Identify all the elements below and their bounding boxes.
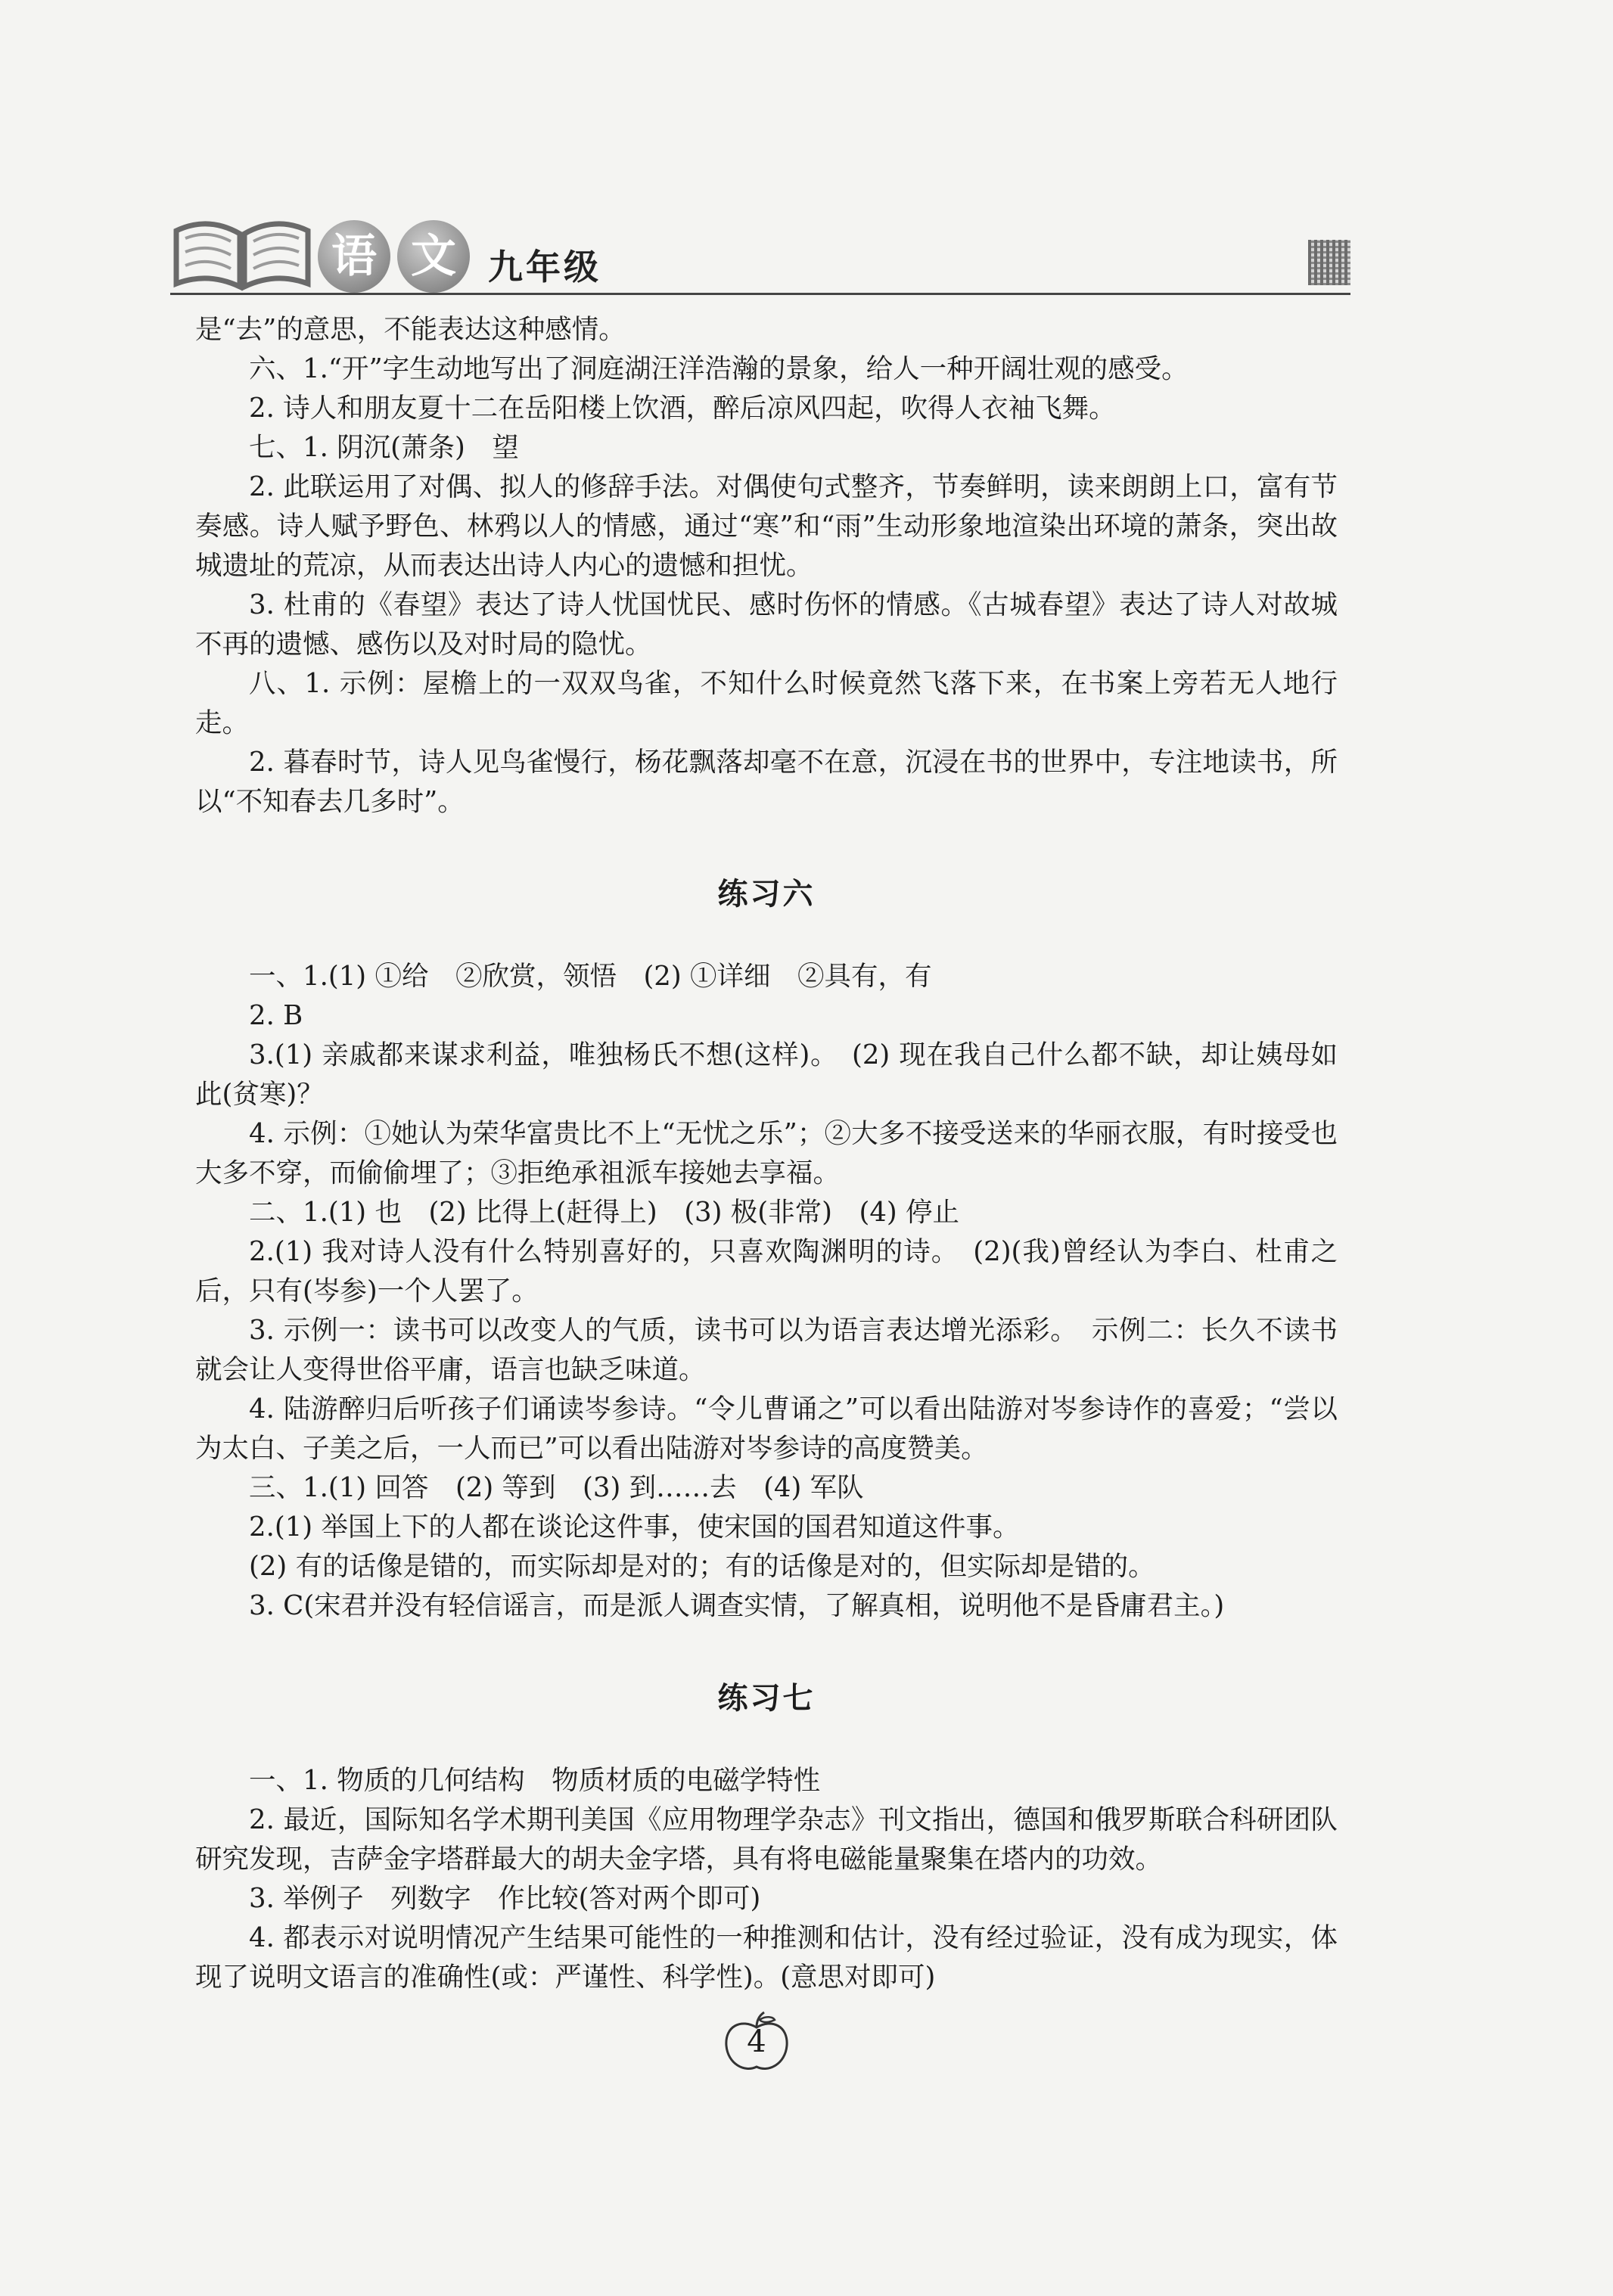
answer-paragraph: 3.(1) 亲戚都来谋求利益，唯独杨氏不想(这样)。 (2) 现在我自己什么都不缺，却让姨母如此(贫寒)？ [195, 1039, 1338, 1110]
corner-pattern-icon [1308, 240, 1350, 285]
grade-label: 九年级 [488, 247, 601, 287]
answer-paragraph: 二、1.(1) 也 (2) 比得上(赶得上) (3) 极(非常) (4) 停止 [249, 1197, 960, 1228]
section-title-7: 练习七 [717, 1681, 816, 1716]
page-number-text: 4 [747, 2024, 766, 2059]
answer-paragraph: 3. C(宋君并没有轻信谣言，而是派人调查实情，了解真相，说明他不是昏庸君主。) [249, 1590, 1225, 1621]
header-divider [170, 293, 1350, 295]
answer-content [195, 310, 1338, 1997]
answer-paragraph: 3. 示例一：读书可以改变人的气质，读书可以为语言表达增光添彩。 示例二：长久不读书就会让人变得世俗平庸，语言也缺乏味道。 [195, 1315, 1338, 1385]
answer-paragraph: 4. 陆游醉归后听孩子们诵读岑参诗。“令儿曹诵之”可以看出陆游对岑参诗作的喜爱；“尝以为太白、子美之后，一人而已”可以看出陆游对岑参诗的高度赞美。 [195, 1393, 1338, 1464]
answer-paragraph: 2. 最近，国际知名学术期刊美国《应用物理学杂志》刊文指出，德国和俄罗斯联合科研团队研究发现，吉萨金字塔群最大的胡夫金字塔，具有将电磁能量聚集在塔内的功效。 [195, 1804, 1338, 1875]
answer-paragraph: 三、1.(1) 回答 (2) 等到 (3) 到……去 (4) 军队 [249, 1472, 864, 1503]
answer-paragraph: 4. 都表示对说明情况产生结果可能性的一种推测和估计，没有经过验证，没有成为现实，体现了说明文语言的准确性(或：严谨性、科学性)。(意思对即可) [195, 1922, 1338, 1993]
page-header [170, 193, 1350, 306]
page-number [719, 2011, 794, 2074]
section-7-answers [195, 1761, 1338, 1997]
answer-paragraph: 2. 此联运用了对偶、拟人的修辞手法。对偶使句式整齐，节奏鲜明，读来朗朗上口，富有节奏感。诗人赋予野色、林鸦以人的情感，通过“寒”和“雨”生动形象地渲染出环境的萧条，突出故城遗址的荒凉，从而表达出诗人内心的遗憾和担忧。 [195, 471, 1338, 581]
section-title-6: 练习六 [717, 877, 816, 912]
section-6-answers [195, 957, 1338, 1626]
answer-paragraph: (2) 有的话像是错的，而实际却是对的；有的话像是对的，但实际却是错的。 [249, 1551, 1155, 1582]
answer-paragraph: 4. 示例：①她认为荣华富贵比不上“无忧之乐”；②大多不接受送来的华丽衣服，有时接受也大多不穿，而偷偷埋了；③拒绝承祖派车接她去享福。 [195, 1118, 1338, 1188]
answer-paragraph: 七、1. 阴沉(萧条) 望 [249, 432, 519, 463]
subject-char-2: 文 [397, 220, 470, 293]
answer-paragraph: 2. 诗人和朋友夏十二在岳阳楼上饮酒，醉后凉风四起，吹得人衣袖飞舞。 [249, 393, 1116, 424]
answer-paragraph: 八、1. 示例：屋檐上的一双双鸟雀，不知什么时候竟然飞落下来，在书案上旁若无人地行走。 [195, 668, 1338, 738]
answer-paragraph: 2. B [249, 1000, 303, 1031]
answer-paragraph: 是“去”的意思，不能表达这种感情。 [195, 314, 626, 345]
answer-paragraph: 2.(1) 我对诗人没有什么特别喜好的，只喜欢陶渊明的诗。 (2)(我)曾经认为李白、杜甫之后，只有(岑参)一个人罢了。 [195, 1236, 1338, 1306]
subject-char-1: 语 [318, 220, 390, 293]
answer-paragraph: 2.(1) 举国上下的人都在谈论这件事，使宋国的国君知道这件事。 [249, 1512, 1020, 1543]
block-previous-answers [195, 310, 1338, 822]
answer-paragraph: 一、1. 物质的几何结构 物质材质的电磁学特性 [249, 1765, 821, 1796]
open-book-icon [170, 208, 314, 299]
answer-paragraph: 2. 暮春时节，诗人见鸟雀慢行，杨花飘落却毫不在意，沉浸在书的世界中，专注地读书，所以“不知春去几多时”。 [195, 747, 1338, 817]
answer-paragraph: 3. 举例子 列数字 作比较(答对两个即可) [249, 1883, 761, 1914]
answer-paragraph: 六、1.“开”字生动地写出了洞庭湖汪洋浩瀚的景象，给人一种开阔壮观的感受。 [249, 353, 1189, 384]
answer-paragraph: 3. 杜甫的《春望》表达了诗人忧国忧民、感时伤怀的情感。《古城春望》表达了诗人对故城不再的遗憾、感伤以及对时局的隐忧。 [195, 589, 1338, 660]
answer-paragraph: 一、1.(1) ①给 ②欣赏，领悟 (2) ①详细 ②具有，有 [249, 961, 932, 992]
